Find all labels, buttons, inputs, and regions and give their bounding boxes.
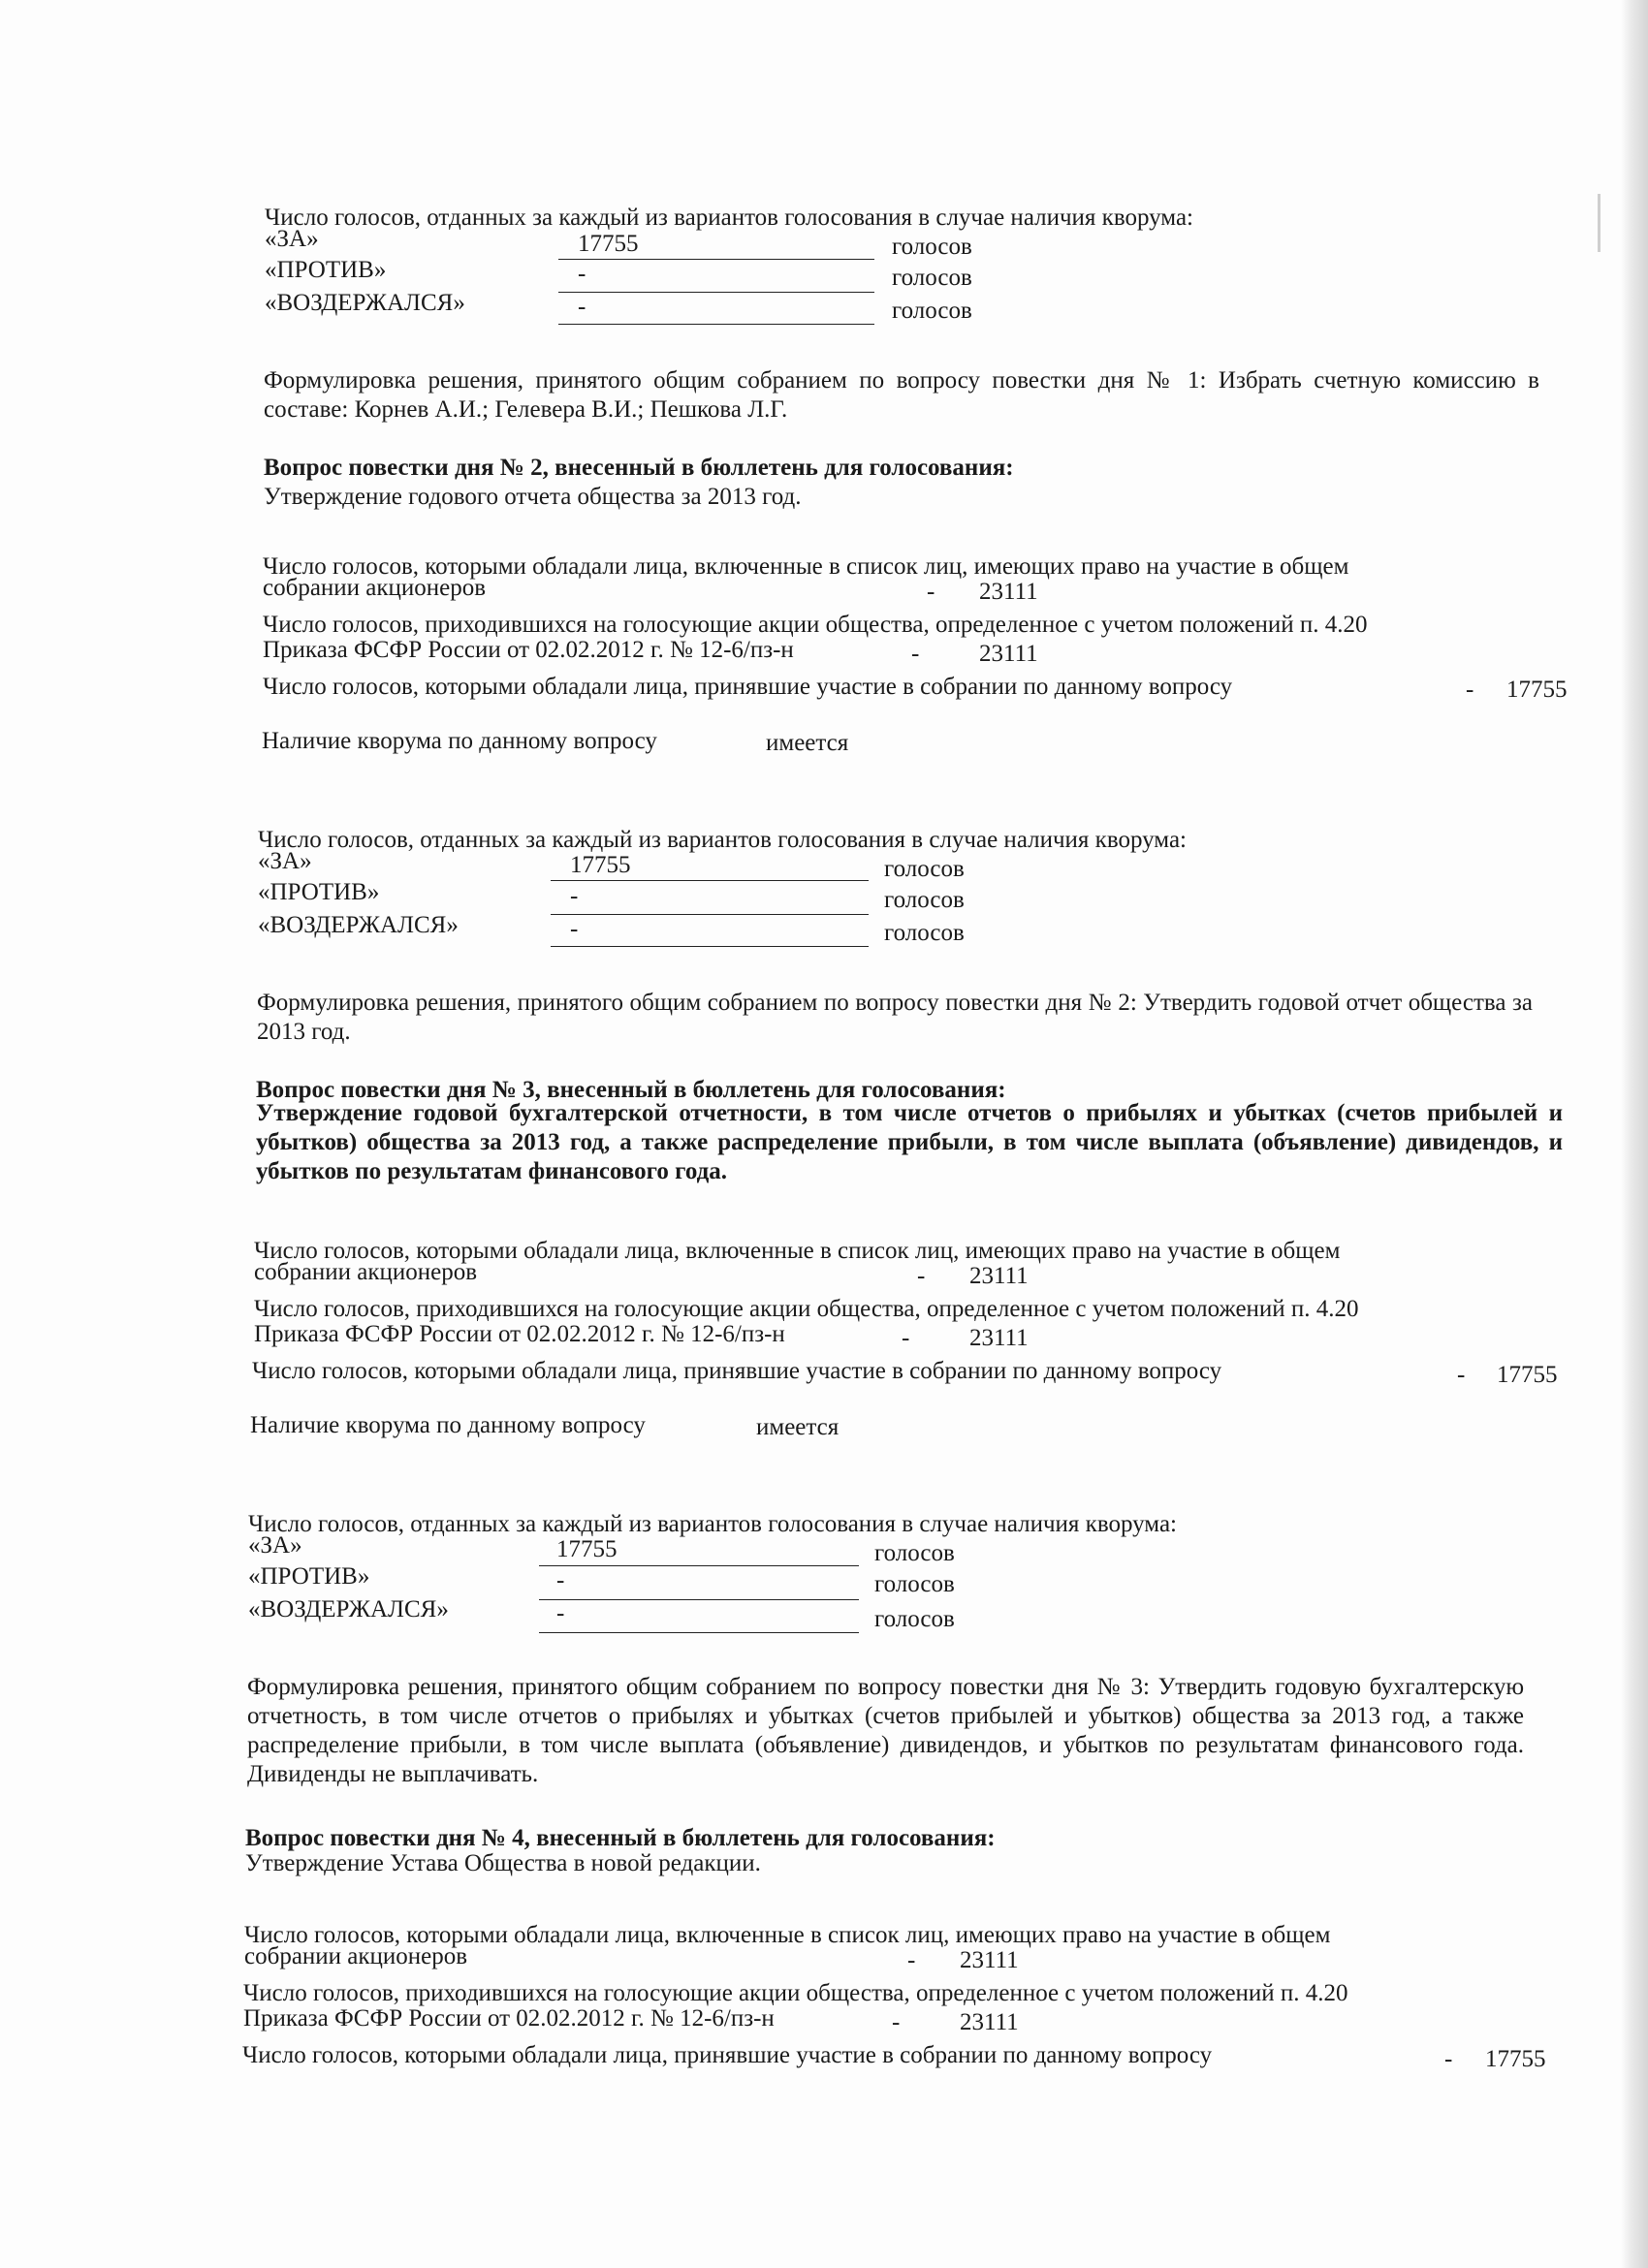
q4-voting-shares-value: 23111 xyxy=(960,2009,1019,2035)
q4-heading: Вопрос повестки дня № 4, внесенный в бюллетень для голосования: xyxy=(245,1825,996,1851)
q2-eligible-value: 23111 xyxy=(979,579,1038,605)
q3-participated-dash: - xyxy=(1457,1362,1466,1388)
q2-quorum-label: Наличие кворума по данному вопросу xyxy=(262,728,657,754)
q3-option-for: «ЗА» xyxy=(248,1532,302,1559)
q3-voting-shares-dash: - xyxy=(902,1325,910,1351)
q1-unit-abstain: голосов xyxy=(892,298,972,324)
q4-participated-dash: - xyxy=(1444,2046,1453,2072)
q3-eligible-label-2: собрании акционеров xyxy=(254,1259,478,1285)
q2-underline-abstain xyxy=(551,946,869,947)
q3-eligible-dash: - xyxy=(917,1263,926,1289)
q3-quorum-value: имеется xyxy=(756,1414,840,1440)
q2-voting-shares-label-1: Число голосов, приходившихся на голосующие акции общества, определенное с учетом положений п. 4.20 xyxy=(263,612,1368,638)
q2-heading: Вопрос повестки дня № 2, внесенный в бюллетень для голосования: xyxy=(264,455,1014,481)
q2-eligible-dash: - xyxy=(927,579,935,605)
q2-unit-abstain: голосов xyxy=(884,920,965,946)
q4-eligible-value: 23111 xyxy=(960,1947,1019,1973)
q2-votes-against: - xyxy=(570,883,579,909)
scan-edge-shadow xyxy=(1621,0,1648,2268)
q3-option-abstain: «ВОЗДЕРЖАЛСЯ» xyxy=(248,1596,449,1622)
q3-voting-shares-label-2: Приказа ФСФР России от 02.02.2012 г. № 12-6/пз-н xyxy=(254,1321,785,1347)
q1-unit-against: голосов xyxy=(892,265,972,291)
q3-tally-heading: Число голосов, отданных за каждый из вариантов голосования в случае наличия кворума: xyxy=(248,1511,1177,1537)
q2-unit-for: голосов xyxy=(884,856,965,882)
q4-voting-shares-label-2: Приказа ФСФР России от 02.02.2012 г. № 12-6/пз-н xyxy=(243,2005,775,2032)
q1-votes-against: - xyxy=(578,261,586,287)
q2-participated-value: 17755 xyxy=(1506,677,1568,703)
q2-participated-label: Число голосов, которыми обладали лица, принявшие участие в собрании по данному вопросу xyxy=(263,674,1233,700)
q2-eligible-label-2: собрании акционеров xyxy=(263,575,487,601)
q2-voting-shares-dash: - xyxy=(911,641,920,667)
q2-subject: Утверждение годового отчета общества за 2013 год. xyxy=(264,484,802,510)
q2-voting-shares-value: 23111 xyxy=(979,641,1038,667)
q3-unit-abstain: голосов xyxy=(874,1606,955,1632)
q3-eligible-label-1: Число голосов, которыми обладали лица, включенные в список лиц, имеющих право на участие в общем xyxy=(254,1238,1341,1264)
q3-participated-value: 17755 xyxy=(1497,1362,1558,1388)
q3-underline-abstain xyxy=(539,1632,859,1633)
q3-voting-shares-value: 23111 xyxy=(969,1325,1029,1351)
q1-underline-abstain xyxy=(558,324,874,325)
q3-heading: Вопрос повестки дня № 3, внесенный в бюллетень для голосования: xyxy=(256,1077,1006,1103)
q1-votes-for: 17755 xyxy=(578,231,639,257)
q1-underline-for xyxy=(558,259,874,260)
q2-votes-for: 17755 xyxy=(570,852,631,878)
q1-option-for: «ЗА» xyxy=(265,226,319,252)
q2-votes-abstain: - xyxy=(570,916,579,942)
q1-votes-abstain: - xyxy=(578,294,586,320)
q2-tally-heading: Число голосов, отданных за каждый из вариантов голосования в случае наличия кворума: xyxy=(258,827,1187,853)
scan-mark xyxy=(1598,194,1600,252)
q3-voting-shares-label-1: Число голосов, приходившихся на голосующие акции общества, определенное с учетом положений п. 4.20 xyxy=(254,1296,1359,1322)
q2-unit-against: голосов xyxy=(884,887,965,913)
q2-option-for: «ЗА» xyxy=(258,848,312,874)
q2-option-against: «ПРОТИВ» xyxy=(258,879,380,905)
q3-decision: Формулировка решения, принятого общим собранием по вопросу повестки дня № 3: Утвердить годовую бухгалтерскую отчетность, в том числе отчетов о прибылях и убытках (счетов прибылей и убытков) общества за 2013 год, а также распределение прибыли, в том числе выплата (объявление) дивидендов, и убытков по результатам финансового года. Дивиденды не выплачивать. xyxy=(247,1674,1524,1787)
q1-option-abstain: «ВОЗДЕРЖАЛСЯ» xyxy=(265,290,465,316)
q3-votes-for: 17755 xyxy=(556,1536,618,1562)
q3-unit-for: голосов xyxy=(874,1540,955,1566)
q2-underline-against xyxy=(551,914,869,915)
q3-underline-against xyxy=(539,1599,859,1600)
q4-participated-label: Число голосов, которыми обладали лица, принявшие участие в собрании по данному вопросу xyxy=(242,2042,1213,2068)
q4-eligible-label-2: собрании акционеров xyxy=(244,1943,468,1969)
q3-option-against: «ПРОТИВ» xyxy=(248,1563,370,1590)
q4-participated-value: 17755 xyxy=(1485,2046,1546,2072)
q4-voting-shares-dash: - xyxy=(892,2009,901,2035)
q3-votes-against: - xyxy=(556,1567,565,1593)
q3-underline-for xyxy=(539,1565,859,1566)
q3-quorum-label: Наличие кворума по данному вопросу xyxy=(250,1412,646,1438)
q3-eligible-value: 23111 xyxy=(969,1263,1029,1289)
q3-participated-label: Число голосов, которыми обладали лица, принявшие участие в собрании по данному вопросу xyxy=(252,1358,1222,1384)
q2-voting-shares-label-2: Приказа ФСФР России от 02.02.2012 г. № 12-6/пз-н xyxy=(263,637,794,663)
q4-voting-shares-label-1: Число голосов, приходившихся на голосующие акции общества, определенное с учетом положений п. 4.20 xyxy=(243,1980,1348,2006)
q4-eligible-label-1: Число голосов, которыми обладали лица, включенные в список лиц, имеющих право на участие в общем xyxy=(244,1922,1331,1948)
q2-option-abstain: «ВОЗДЕРЖАЛСЯ» xyxy=(258,912,459,938)
q2-decision: Формулировка решения, принятого общим собранием по вопросу повестки дня № 2: Утвердить годовой отчет общества за 2013 год. xyxy=(257,990,1533,1045)
q2-underline-for xyxy=(551,880,869,881)
q1-underline-against xyxy=(558,292,874,293)
q2-quorum-value: имеется xyxy=(766,730,849,756)
q4-eligible-dash: - xyxy=(907,1947,916,1973)
q4-subject: Утверждение Устава Общества в новой редакции. xyxy=(245,1850,761,1876)
q3-unit-against: голосов xyxy=(874,1571,955,1597)
q2-eligible-label-1: Число голосов, которыми обладали лица, включенные в список лиц, имеющих право на участие в общем xyxy=(263,553,1349,580)
q3-votes-abstain: - xyxy=(556,1600,565,1626)
q3-subject: Утверждение годовой бухгалтерской отчетности, в том числе отчетов о прибылях и убытках (счетов прибылей и убытков) общества за 2013 год, а также распределение прибыли, в том числе выплата (объявление) дивидендов, и убытков по результатам финансового года. xyxy=(256,1100,1563,1184)
q1-unit-for: голосов xyxy=(892,234,972,260)
q1-decision: Формулировка решения, принятого общим собранием по вопросу повестки дня № 1: Избрать счетную комиссию в составе: Корнев А.И.; Гелевера В.И.; Пешкова Л.Г. xyxy=(264,367,1539,423)
q1-option-against: «ПРОТИВ» xyxy=(265,257,387,283)
q1-tally-heading: Число голосов, отданных за каждый из вариантов голосования в случае наличия кворума: xyxy=(265,205,1193,231)
q2-participated-dash: - xyxy=(1466,677,1474,703)
